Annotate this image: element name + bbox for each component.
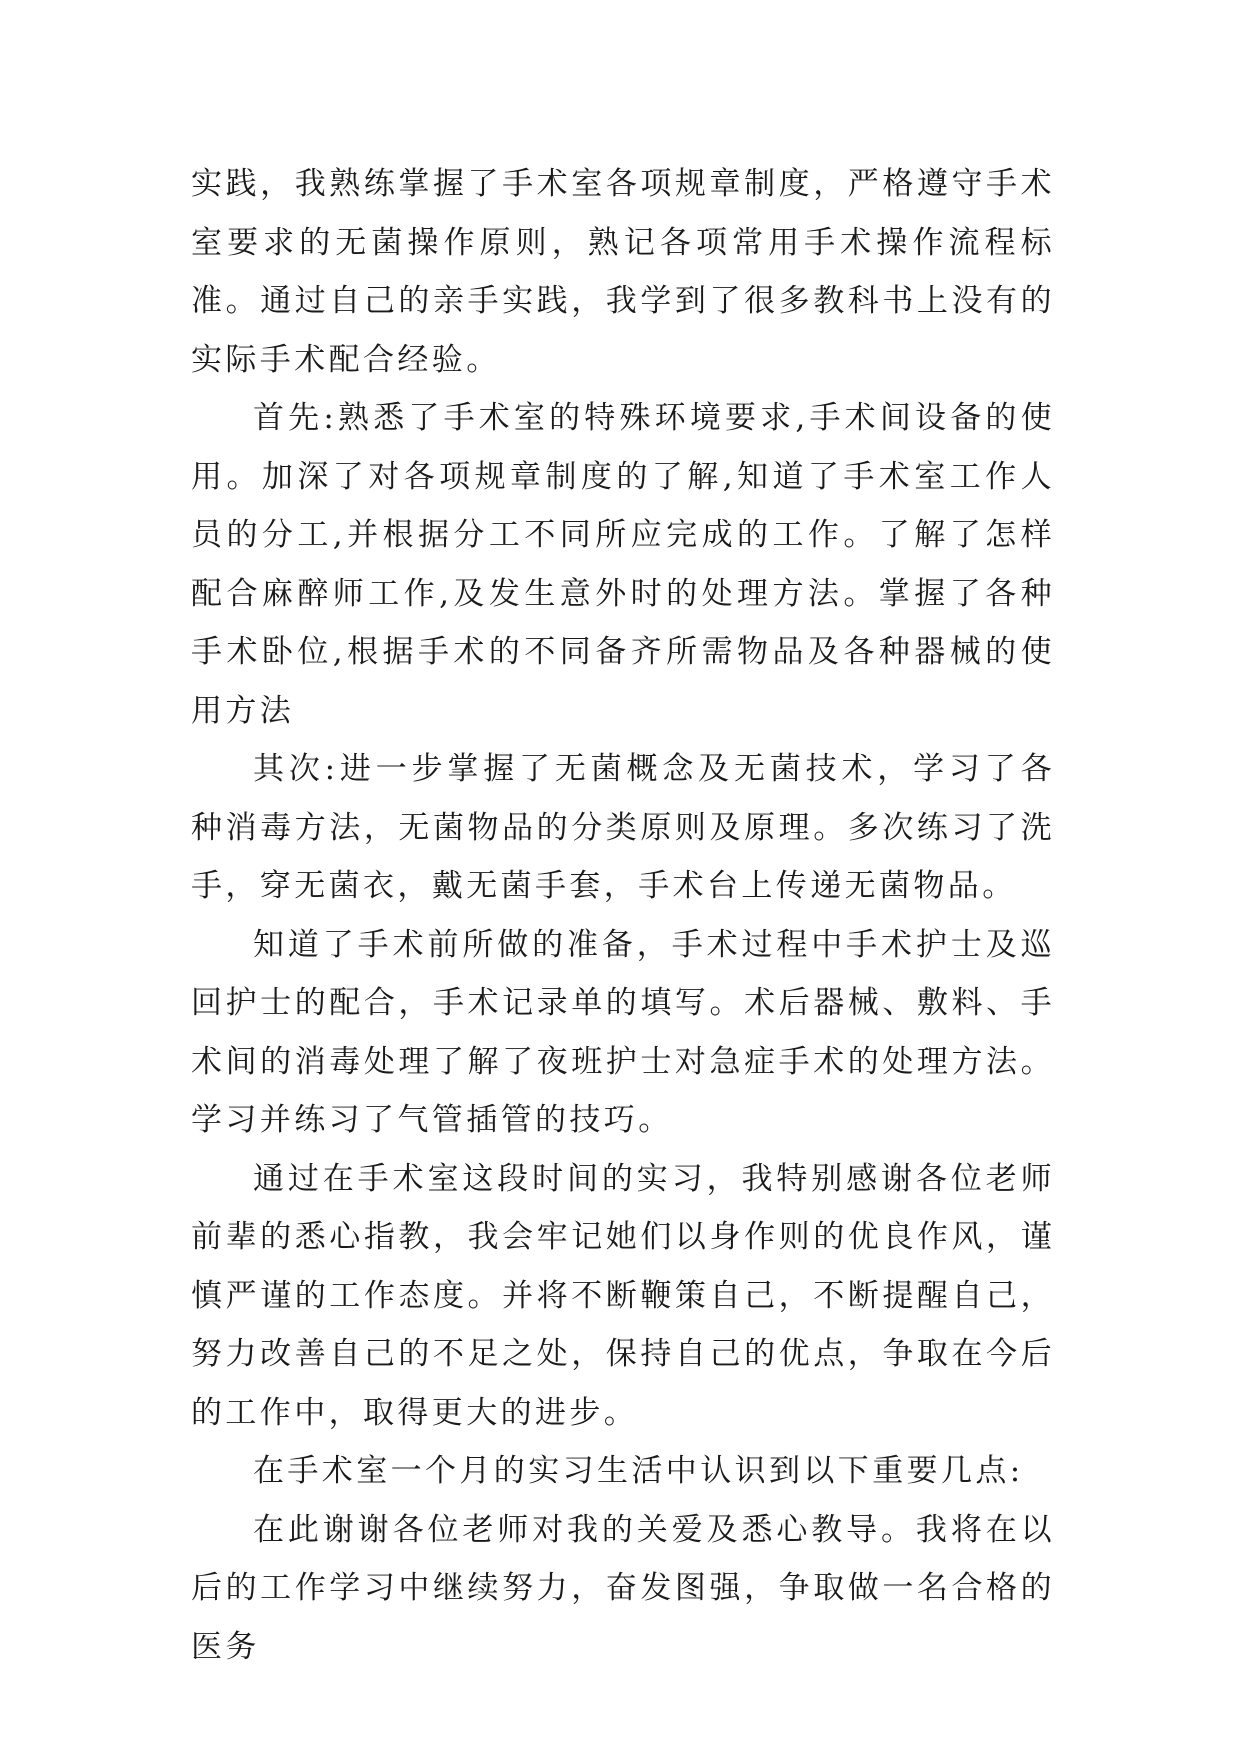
paragraph-4: 知道了手术前所做的准备，手术过程中手术护士及巡回护士的配合，手术记录单的填写。术后器械、敷料、手术间的消毒处理了解了夜班护士对急症手术的处理方法。学习并练习了气管插管的技巧。 <box>191 926 1055 1138</box>
paragraph-7: 在此谢谢各位老师对我的关爱及悉心教导。我将在以后的工作学习中继续努力，奋发图强，争取做一名合格的医务 <box>191 1511 1055 1665</box>
document-body <box>191 155 1055 1676</box>
paragraph-3: 其次:进一步掌握了无菌概念及无菌技术，学习了各种消毒方法，无菌物品的分类原则及原理。多次练习了洗手，穿无菌衣，戴无菌手套，手术台上传递无菌物品。 <box>191 751 1055 904</box>
paragraph-6: 在手术室一个月的实习生活中认识到以下重要几点: <box>253 1453 1024 1489</box>
paragraph-5: 通过在手术室这段时间的实习，我特别感谢各位老师前辈的悉心指教，我会牢记她们以身作则的优良作风，谨慎严谨的工作态度。并将不断鞭策自己，不断提醒自己，努力改善自己的不足之处，保持自己的优点，争取在今后的工作中，取得更大的进步。 <box>191 1160 1055 1431</box>
paragraph-2: 首先:熟悉了手术室的特殊环境要求,手术间设备的使用。加深了对各项规章制度的了解,知道了手术室工作人员的分工,并根据分工不同所应完成的工作。了解了怎样配合麻醉师工作,及发生意外时的处理方法。掌握了各种手术卧位,根据手术的不同备齐所需物品及各种器械的使用方法 <box>191 400 1055 729</box>
paragraph-1: 实践，我熟练掌握了手术室各项规章制度，严格遵守手术室要求的无菌操作原则，熟记各项常用手术操作流程标准。通过自己的亲手实践，我学到了很多教科书上没有的实际手术配合经验。 <box>191 166 1055 378</box>
